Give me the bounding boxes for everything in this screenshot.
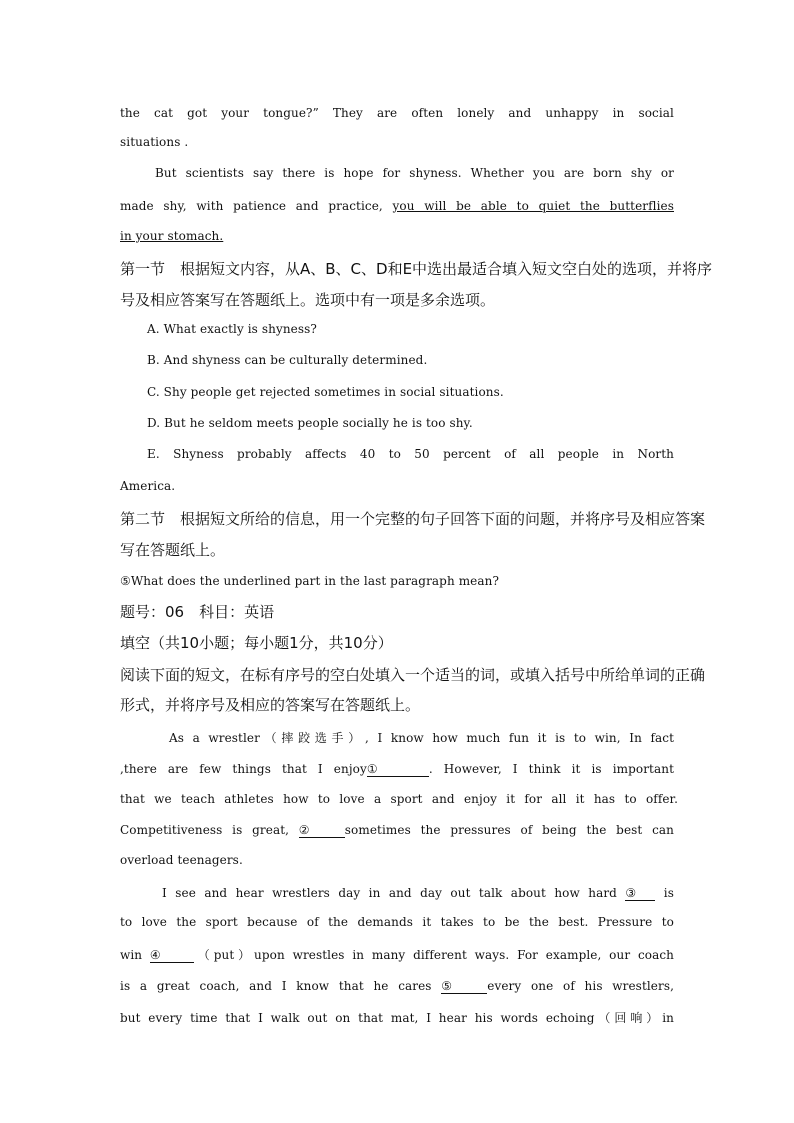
passage2-p1-line-2 [120,762,674,777]
blank-2: ② [299,823,345,838]
option-e-continued: America. [120,479,176,493]
instruction-line-1: 阅读下面的短文，在标有序号的空白处填入一个适当的词，或填入括号中所给单词的正确 [120,666,706,684]
passage2-p1-line-1: As a wrestler（摔跤选手）, I know how much fun it is to win, In fact [169,731,674,745]
passage2-p2-line-1-b: is [655,886,674,900]
passage2-p1-line-2-a: ,there are few things that I enjoy [120,762,367,776]
option-a: A. What exactly is shyness? [147,322,317,336]
passage2-p2-line-3-b: （put）upon wrestles in many different ways. For example, our coach [193,948,674,962]
passage2-p2-line-4-b: every one of his wrestlers, [487,979,675,993]
passage1-line-3: But scientists say there is hope for shyness. Whether you are born shy or [155,166,674,180]
passage1-line-5 [120,229,674,243]
section1-title-line-2: 号及相应答案写在答题纸上。选项中有一项是多余选项。 [120,291,496,309]
blank-5: ⑤ [441,979,487,994]
blank-4: ④ [150,948,194,963]
passage1-line-4 [120,199,674,213]
passage2-p2-line-1 [162,886,674,901]
passage2-p1-line-4-a: Competitiveness is great, [120,823,299,837]
passage2-p2-line-2: to love the sport because of the demands it takes to be the best. Pressure to [120,915,674,929]
passage2-p2-line-3 [120,946,674,963]
underlined-phrase-part-2: in your stomach. [120,229,224,243]
passage2-p2-line-1-a: I see and hear wrestlers day in and day out talk about how hard [162,886,626,900]
fill-in-title: 填空（共10小题；每小题1分，共10分） [120,634,393,652]
section1-title-line-1: 第一节 根据短文内容，从A、B、C、D和E中选出最适合填入短文空白处的选项，并将序 [120,260,713,278]
option-d: D. But he seldom meets people socially he is too shy. [147,416,473,430]
passage1-line-4-text: made shy, with patience and practice, [120,199,393,213]
passage2-p2-line-5: but every time that I walk out on that mat, I hear his words echoing（回响）in [120,1011,674,1025]
option-e: E. Shyness probably affects 40 to 50 percent of all people in North [147,447,674,461]
passage2-p1-line-4 [120,823,674,838]
passage1-line-2: situations . [120,135,189,149]
passage2-p1-line-4-b: sometimes the pressures of being the best can [344,823,674,837]
blank-1: ① [367,762,429,777]
passage2-p2-line-4 [120,979,674,994]
section2-title-line-1: 第二节 根据短文所给的信息，用一个完整的句子回答下面的问题，并将序号及相应答案 [120,510,706,528]
passage2-p1-line-3: that we teach athletes how to love a sport and enjoy it for all it has to offer. [120,792,678,806]
instruction-line-2: 形式，并将序号及相应的答案写在答题纸上。 [120,696,421,714]
option-c: C. Shy people get rejected sometimes in social situations. [147,385,504,399]
question-5: ⑤What does the underlined part in the last paragraph mean? [120,574,500,588]
passage2-p1-line-5: overload teenagers. [120,853,243,867]
option-b: B. And shyness can be culturally determined. [147,353,428,367]
blank-3: ③ [625,886,655,901]
passage1-line-1: the cat got your tongue?” They are often lonely and unhappy in social [120,106,674,120]
section2-title-line-2: 写在答题纸上。 [120,541,226,559]
underlined-phrase-part-1: you will be able to quiet the butterflies [392,199,674,213]
subject-line: 题号：06 科目：英语 [120,603,275,621]
passage2-p2-line-3-a: win [120,948,150,962]
passage2-p1-line-2-b: . However, I think it is important [428,762,674,776]
passage2-p2-line-4-a: is a great coach, and I know that he cares [120,979,442,993]
